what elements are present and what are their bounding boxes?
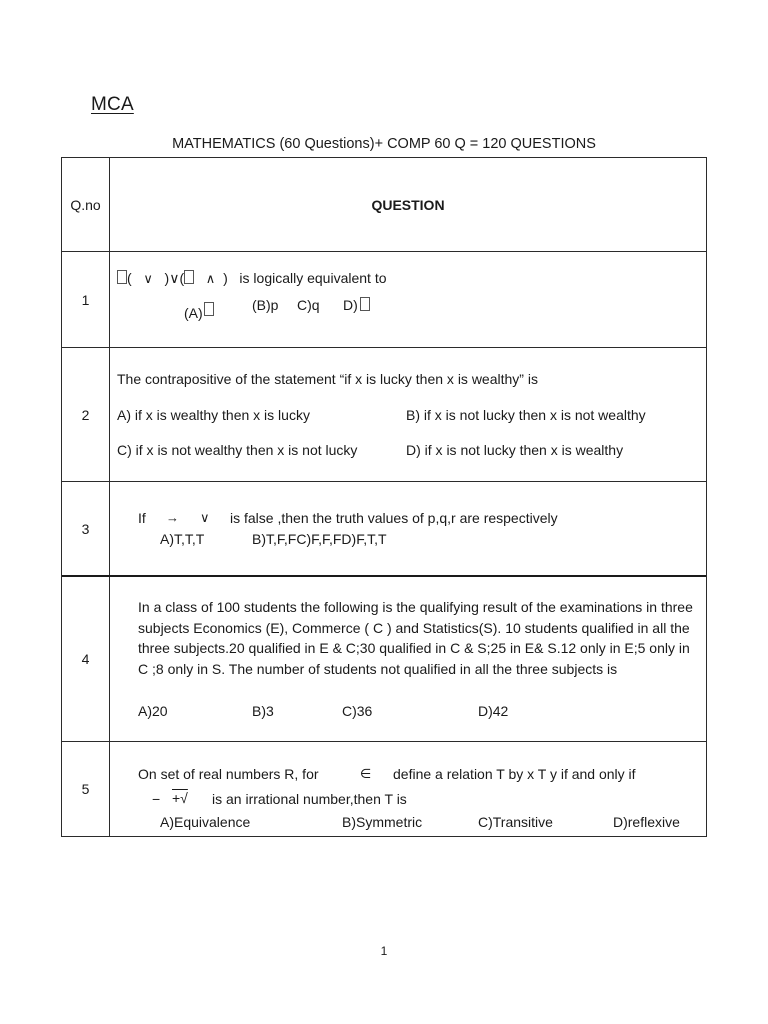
- question-number: 3: [62, 482, 110, 575]
- q3-options-rest: B)T,F,FC)F,F,FD)F,T,T: [252, 531, 387, 547]
- q1-option-d: D): [343, 295, 370, 315]
- missing-glyph-icon: [184, 270, 194, 284]
- table-header-row: [62, 158, 706, 252]
- question-row-3: [62, 482, 706, 577]
- q4-text: In a class of 100 students the following is the qualifying result of the examinations in three subjects Economics (E), Commerce ( C ) and Statistics(S). 10 students qualified in all the three subjects.20 qualified in E & C;30 qualified in C & S;25 in E& S.12 only in E;5 only in C ;8 only in S. The number of students not qualified in all the three subjects is: [138, 599, 693, 677]
- q5-element-of: ∈: [360, 766, 372, 781]
- question-body: [110, 482, 706, 575]
- q3-if: If: [138, 510, 146, 526]
- q2-option-c: C) if x is not wealthy then x is not lucky: [117, 442, 358, 458]
- q1-option-a: (A): [184, 302, 214, 323]
- question-number: 1: [62, 252, 110, 347]
- q5-text-1: On set of real numbers R, for: [138, 766, 319, 782]
- q1-option-c: C)q: [297, 297, 320, 313]
- question-row-2: [62, 348, 706, 482]
- question-body: [110, 252, 706, 347]
- page-number: 1: [380, 944, 388, 958]
- question-table: [61, 157, 707, 837]
- q1-text: is logically equivalent to: [239, 270, 387, 286]
- q5-plus-sqrt: +√: [172, 790, 188, 806]
- question-body: [110, 348, 706, 481]
- q1-option-b: (B)p: [252, 297, 279, 313]
- qno-header: Q.no: [62, 158, 110, 251]
- q5-option-b: B)Symmetric: [342, 814, 423, 830]
- q5-option-d: D)reflexive: [613, 814, 680, 830]
- missing-glyph-icon: [117, 270, 127, 284]
- q4-option-a: A)20: [138, 703, 168, 719]
- q4-option-c: C)36: [342, 703, 373, 719]
- q3-or: ∨: [200, 510, 210, 525]
- q5-option-a: A)Equivalence: [160, 814, 251, 830]
- q5-option-c: C)Transitive: [478, 814, 553, 830]
- missing-glyph-icon: [360, 297, 370, 311]
- q2-option-a: A) if x is wealthy then x is lucky: [117, 407, 310, 423]
- document-heading: MCA: [91, 94, 134, 115]
- question-row-4: [62, 577, 706, 742]
- q5-text-3: is an irrational number,then T is: [212, 791, 407, 807]
- q4-option-b: B)3: [252, 703, 274, 719]
- missing-glyph-icon: [204, 302, 214, 316]
- question-row-1: [62, 252, 706, 348]
- q5-text-2: define a relation T by x T y if and only if: [393, 766, 636, 782]
- question-number: 2: [62, 348, 110, 481]
- question-body: [110, 742, 706, 836]
- q1-expression: ( ∨ )∨( ∧ ) is logically equivalent to: [117, 268, 387, 289]
- q3-text: is false ,then the truth values of p,q,r are respectively: [230, 510, 558, 526]
- question-header-cell: [110, 158, 706, 251]
- q3-arrow: →: [166, 510, 179, 525]
- q2-option-d: D) if x is not lucky then x is wealthy: [406, 442, 624, 458]
- q3-option-a: A)T,T,T: [160, 531, 205, 547]
- question-header: QUESTION: [371, 196, 445, 213]
- question-number: 5: [62, 742, 110, 836]
- q2-text: The contrapositive of the statement “if x is lucky then x is wealthy” is: [117, 371, 538, 387]
- document-subheading: MATHEMATICS (60 Questions)+ COMP 60 Q = 120 QUESTIONS: [172, 136, 596, 152]
- q4-option-d: D)42: [478, 703, 509, 719]
- question-number: 4: [62, 577, 110, 741]
- q5-minus: −: [152, 791, 161, 807]
- question-body: [110, 577, 706, 741]
- question-row-5: [62, 742, 706, 836]
- q2-option-b: B) if x is not lucky then x is not wealthy: [406, 407, 646, 423]
